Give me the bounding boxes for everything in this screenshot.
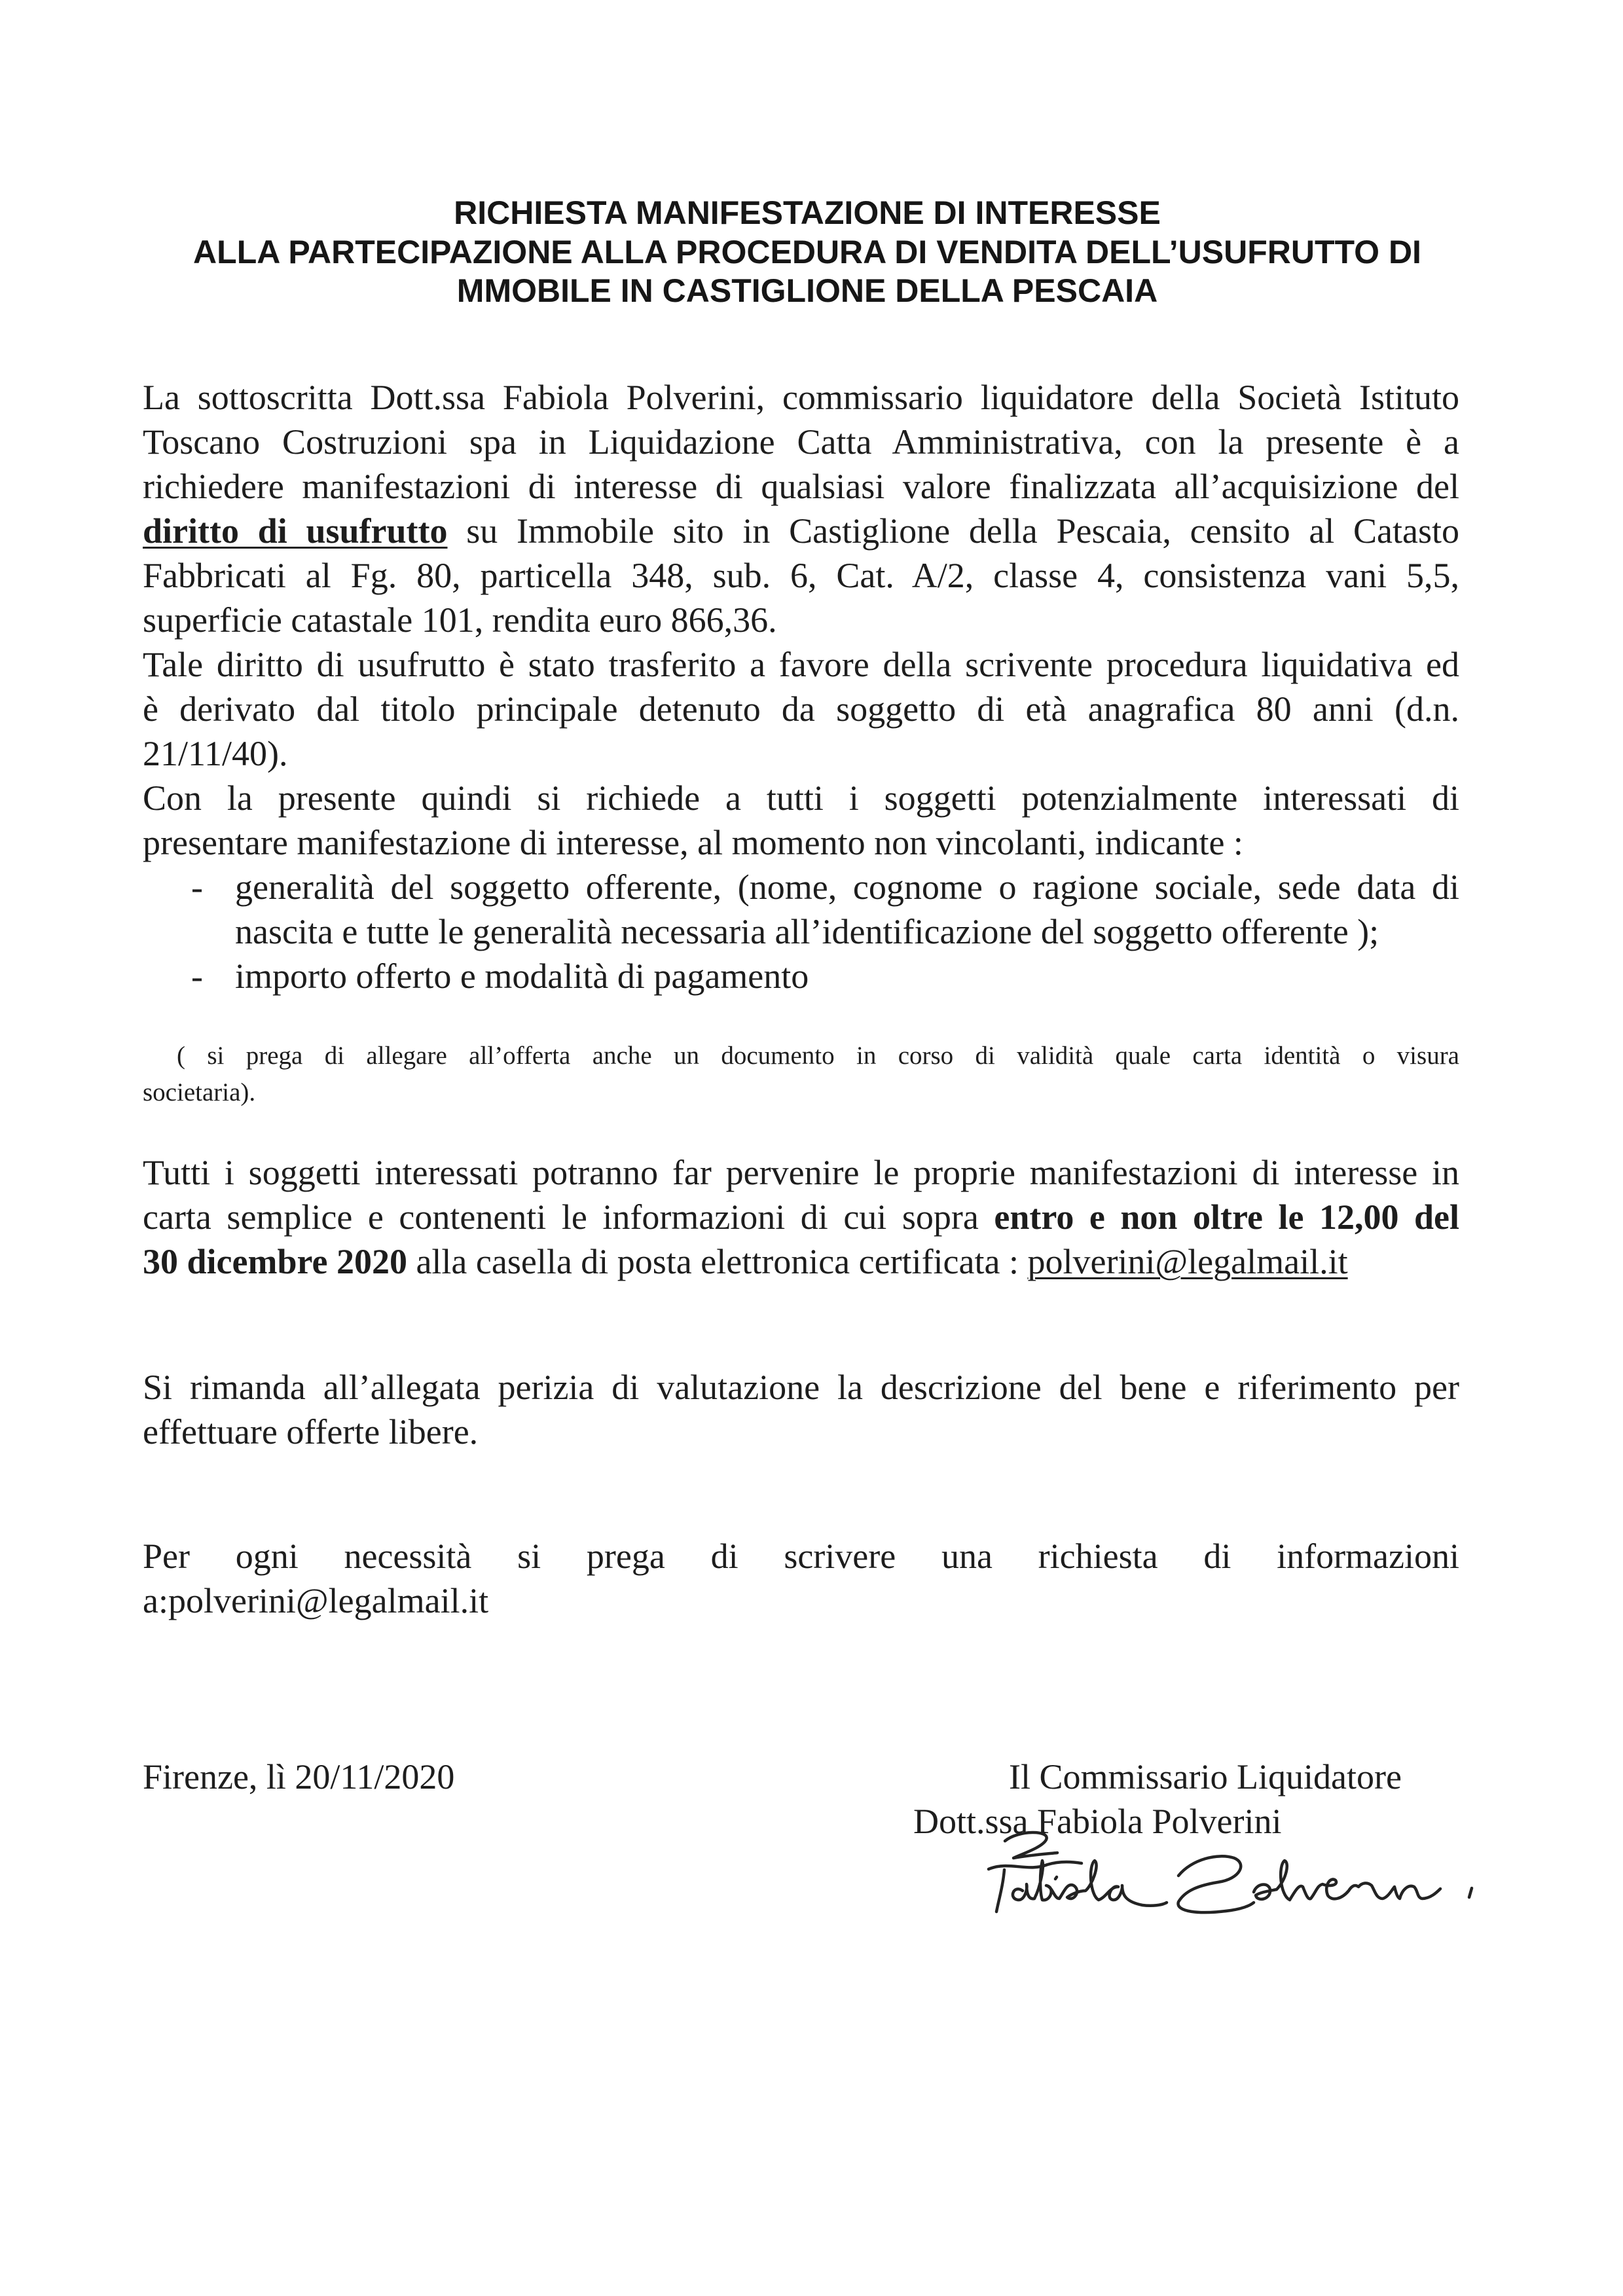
text-line (143, 1195, 1459, 1239)
requirement-item (143, 865, 1459, 954)
text-line: Toscano Costruzioni spa in Liquidazione Catta Amministrativa, con la presente è a (143, 422, 1459, 462)
handwritten-signature (982, 1813, 1480, 1938)
text-line: Si rimanda all’allegata perizia di valutazione la descrizione del bene e riferimento per (143, 1368, 1459, 1407)
text-line: 21/11/40). (143, 734, 288, 773)
text-line: Fabbricati al Fg. 80, particella 348, sub. 6, Cat. A/2, classe 4, consistenza vani 5,5, (143, 556, 1459, 595)
text-line: importo offerto e modalità di pagamento (235, 957, 809, 996)
text-line: La sottoscritta Dott.ssa Fabiola Polverini, commissario liquidatore della Società Istituto (143, 378, 1459, 417)
signature-stroke (1178, 1856, 1254, 1912)
note-line: ( si prega di allegare all’offerta anche un documento in corso di validità quale carta identità o visura (177, 1042, 1459, 1070)
pec-address: polverini@legalmail.it (1027, 1242, 1348, 1281)
text-line: generalità del soggetto offerente, (nome, cognome o ragione sociale, sede data di (235, 867, 1459, 907)
list-marker: - (191, 867, 203, 907)
text-line: a:polverini@legalmail.it (143, 1581, 489, 1620)
list-marker: - (191, 957, 203, 996)
text-line: nascita e tutte le generalità necessaria all’identificazione del soggetto offerente ); (235, 912, 1379, 951)
text-segment: carta semplice e contenenti le informazioni di cui sopra (143, 1197, 979, 1237)
main-body (143, 375, 1459, 998)
text-segment: su Immobile sito in Castiglione della Pescaia, censito al Catasto (466, 511, 1459, 551)
signature-stroke (1055, 1877, 1057, 1879)
attachment-note (143, 1038, 1459, 1111)
signatory-name: Dott.ssa Fabiola Polverini (913, 1802, 1282, 1841)
deadline-emphasis: entro e non oltre le 12,00 del (994, 1197, 1459, 1237)
signature-stroke (996, 1870, 1004, 1912)
signature-stroke (1005, 1832, 1057, 1858)
text-line: superficie catastale 101, rendita euro 866,36. (143, 600, 777, 640)
text-line (143, 1239, 1459, 1284)
signatory-role: Il Commissario Liquidatore (1009, 1757, 1402, 1796)
text-line: effettuare offerte libere. (143, 1412, 479, 1451)
title-line: RICHIESTA MANIFESTAZIONE DI INTERESSE (454, 194, 1161, 231)
note-line: societaria). (143, 1078, 256, 1106)
text-line: Tale diritto di usufrutto è stato trasferito a favore della scrivente procedura liquidativa ed (143, 645, 1459, 684)
title-line: MMOBILE IN CASTIGLIONE DELLA PESCAIA (456, 272, 1158, 309)
text-line: Con la presente quindi si richiede a tutti i soggetti potenzialmente interessati di (143, 778, 1459, 818)
text-line: presentare manifestazione di interesse, al momento non vincolanti, indicante : (143, 823, 1243, 862)
text-line (143, 509, 1459, 553)
requirement-item (143, 954, 1459, 998)
deadline-date: 30 dicembre 2020 (143, 1242, 407, 1281)
usufruct-right-emphasis: diritto di usufrutto (143, 511, 448, 551)
text-line: Per ogni necessità si prega di scrivere una richiesta di informazioni (143, 1537, 1459, 1576)
text-line: richiedere manifestazioni di interesse di qualsiasi valore finalizzata all’acquisizione del (143, 467, 1459, 506)
document-title (0, 194, 1614, 311)
contact-paragraph (143, 1534, 1459, 1623)
appraisal-paragraph (143, 1365, 1459, 1454)
signature-stroke (1254, 1861, 1440, 1900)
signature-stroke (1469, 1888, 1472, 1897)
text-segment: alla casella di posta elettronica certificata : (416, 1242, 1019, 1281)
deadline-paragraph (143, 1150, 1459, 1284)
signature-stroke (989, 1862, 1082, 1869)
text-line: è derivato dal titolo principale detenuto da soggetto di età anagrafica 80 anni (d.n. (143, 689, 1459, 729)
title-line: ALLA PARTECIPAZIONE ALLA PROCEDURA DI VENDITA DELL’USUFRUTTO DI (193, 233, 1421, 270)
text-line: Tutti i soggetti interessati potranno far pervenire le proprie manifestazioni di interesse in (143, 1153, 1459, 1192)
place-date: Firenze, lì 20/11/2020 (143, 1757, 455, 1796)
